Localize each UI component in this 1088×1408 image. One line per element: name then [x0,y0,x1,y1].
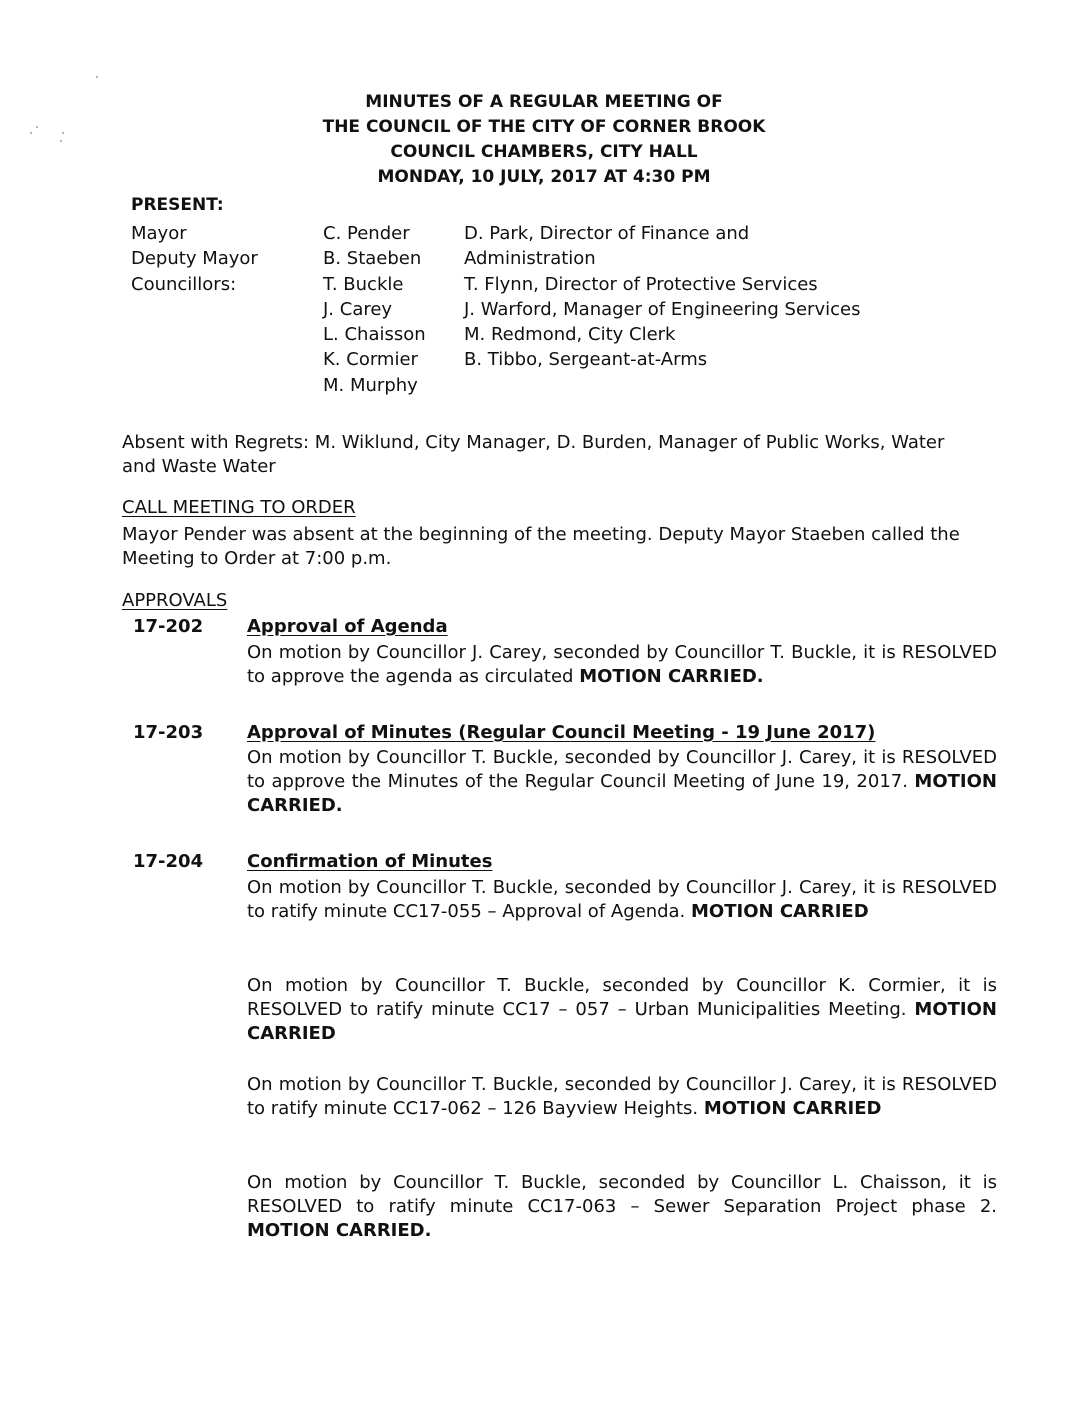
motion-result: MOTION CARRIED [247,999,997,1044]
item-number: 17-202 [133,616,204,637]
motion-paragraph [247,1073,997,1121]
document-title [0,90,1088,190]
title-line: THE COUNCIL OF THE CITY OF CORNER BROOK [322,117,766,137]
call-to-order-heading: CALL MEETING TO ORDER [122,497,356,518]
member-name: B. Staeben [323,248,422,270]
staff-line: J. Warford, Manager of Engineering Services [464,298,861,320]
present-names [323,221,426,398]
title-line: COUNCIL CHAMBERS, CITY HALL [390,142,698,162]
motion-result: MOTION CARRIED. [579,666,764,687]
motion-paragraph [247,876,997,924]
role-label: Mayor [131,223,187,244]
item-number: 17-203 [133,722,204,743]
staff-line: D. Park, Director of Finance and [464,223,750,244]
staff-line: B. Tibbo, Sergeant-at-Arms [464,349,708,371]
approvals-heading: APPROVALS [122,590,228,611]
item-number: 17-204 [133,851,204,872]
scan-speck [96,76,98,78]
member-name: J. Carey [323,298,393,320]
present-roles [131,221,258,297]
absent-with-regrets: Absent with Regrets: M. Wiklund, City Manager, D. Burden, Manager of Public Works, Water and Waste Water [122,432,945,477]
role-label: Councillors: [131,273,237,295]
present-heading: PRESENT: [131,195,224,215]
member-name: K. Cormier [323,349,418,371]
role-label: Deputy Mayor [131,248,258,270]
motion-result: MOTION CARRIED. [247,1220,432,1241]
present-staff [464,221,860,373]
motion-result: MOTION CARRIED. [247,771,997,816]
motion-text: On motion by Councillor T. Buckle, seconded by Councillor J. Carey, it is RESOLVED to ratify minute CC17-055 – Approval of Agenda. [247,877,997,922]
motion-text: On motion by Councillor J. Carey, seconded by Councillor T. Buckle, it is RESOLVED to approve the agenda as circulated [247,642,997,687]
staff-line: Administration [464,248,596,270]
motion-result: MOTION CARRIED [691,901,869,922]
title-line: MONDAY, 10 JULY, 2017 AT 4:30 PM [377,167,711,187]
motion-paragraph [247,746,997,818]
member-name: M. Murphy [323,374,418,396]
item-title: Approval of Agenda [247,616,448,637]
member-name: C. Pender [323,223,410,244]
member-name: T. Buckle [323,273,404,295]
staff-line: M. Redmond, City Clerk [464,324,676,346]
motion-text: On motion by Councillor T. Buckle, seconded by Councillor L. Chaisson, it is RESOLVED to ratify minute CC17-063 – Sewer Separation Project phase 2. [247,1172,997,1217]
motion-text: On motion by Councillor T. Buckle, seconded by Councillor K. Cormier, it is RESOLVED to ratify minute CC17 – 057 – Urban Municipalities Meeting. [247,975,997,1020]
title-line: MINUTES OF A REGULAR MEETING OF [365,92,723,112]
motion-paragraph [247,974,997,1046]
call-to-order-text: Mayor Pender was absent at the beginning of the meeting. Deputy Mayor Staeben called the Meeting to Order at 7:00 p.m. [122,524,960,569]
motion-result: MOTION CARRIED [703,1098,882,1119]
motion-text: On motion by Councillor T. Buckle, seconded by Councillor J. Carey, it is RESOLVED to ratify minute CC17-062 – 126 Bayview Heights. [247,1074,997,1119]
motion-paragraph [247,641,997,689]
motion-paragraph [247,1171,997,1243]
member-name: L. Chaisson [323,324,426,346]
motion-text: On motion by Councillor T. Buckle, seconded by Councillor J. Carey, it is RESOLVED to approve the Minutes of the Regular Council Meeting of June 19, 2017. [247,747,997,792]
item-title: Approval of Minutes (Regular Council Meeting - 19 June 2017) [247,722,876,743]
staff-line: T. Flynn, Director of Protective Services [464,273,818,295]
item-title: Confirmation of Minutes [247,851,493,872]
